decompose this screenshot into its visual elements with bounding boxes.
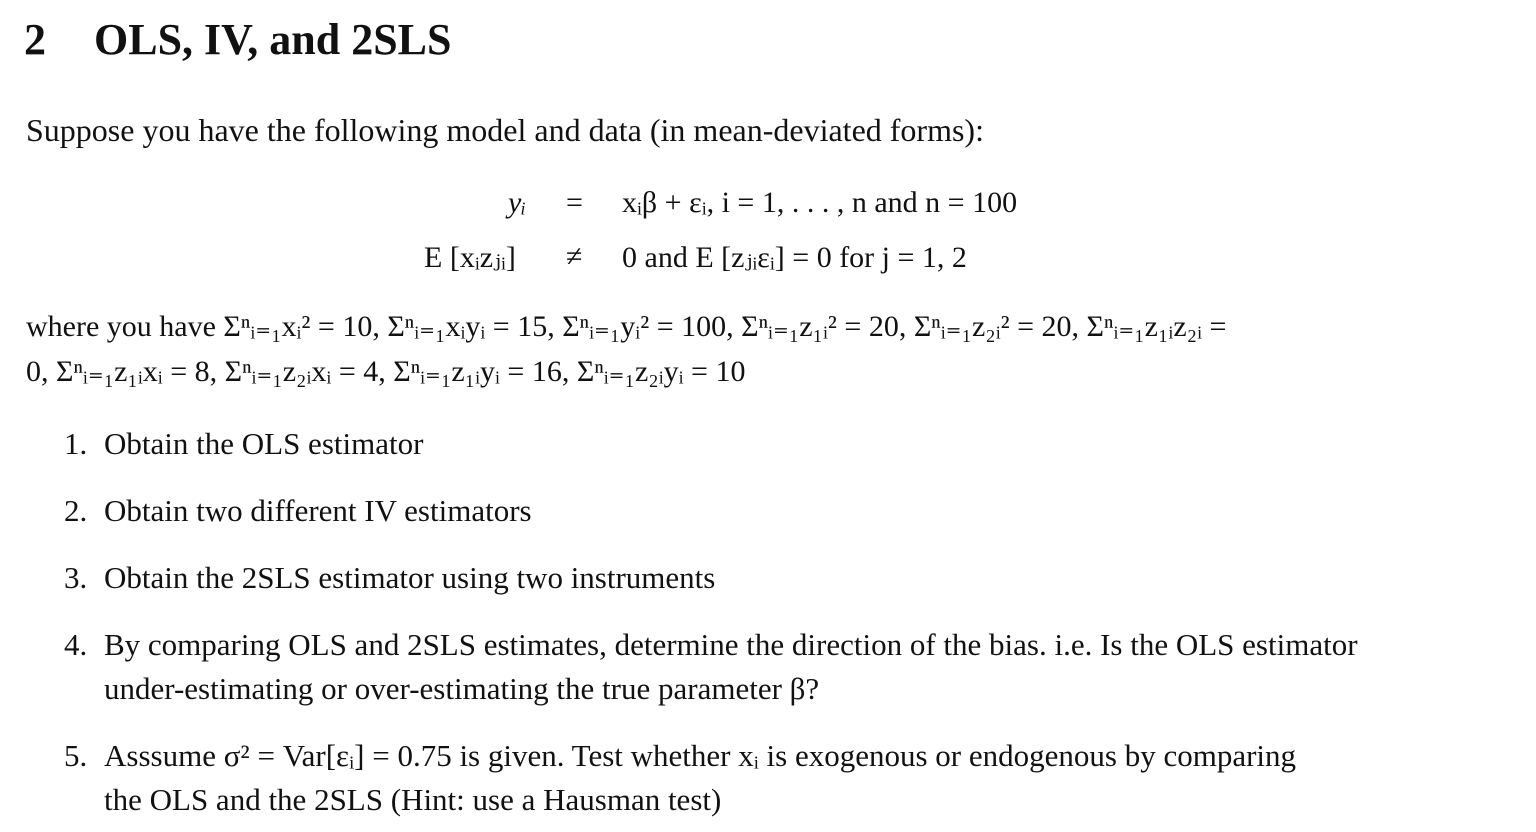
question-5 (64, 734, 1504, 822)
intro-text: Suppose you have the following model and data (in mean-deviated forms): (26, 112, 984, 148)
eq1-left: yᵢ (508, 186, 527, 219)
question-text: Asssume σ² = Var[εᵢ] = 0.75 is given. Test whether xᵢ is exogenous or endogenous by comparing (104, 738, 1297, 773)
eq2-relation: ≠ (566, 240, 583, 273)
eq1-right: xᵢβ + εᵢ, i = 1, . . . , n and n = 100 (622, 186, 1018, 219)
question-number: 2. (64, 493, 88, 528)
eq2-right: 0 and E [zⱼᵢεᵢ] = 0 for j = 1, 2 (622, 241, 967, 274)
question-number: 5. (64, 738, 88, 773)
question-text: Obtain two different IV estimators (104, 493, 532, 528)
givens-line-2: 0, Σⁿᵢ₌₁z₁ᵢxᵢ = 8, Σⁿᵢ₌₁z₂ᵢxᵢ = 4, Σⁿᵢ₌₁z₁ᵢyᵢ = 16, Σⁿᵢ₌₁z₂ᵢyᵢ = 10 (26, 355, 746, 388)
section-number: 2 (24, 15, 46, 64)
question-2 (64, 489, 532, 533)
question-text-continued: the OLS and the 2SLS (Hint: use a Hausman test) (104, 782, 722, 817)
question-number: 3. (64, 560, 88, 595)
givens-line-1: where you have Σⁿᵢ₌₁xᵢ² = 10, Σⁿᵢ₌₁xᵢyᵢ = 15, Σⁿᵢ₌₁yᵢ² = 100, Σⁿᵢ₌₁z₁ᵢ² = 20, Σⁿᵢ₌₁z₂ᵢ² = 20, Σⁿᵢ₌₁z₁ᵢz₂ᵢ = (26, 310, 1227, 343)
eq1-relation: = (566, 186, 583, 219)
question-1 (64, 422, 423, 466)
question-4 (64, 623, 1504, 711)
section-title: OLS, IV, and 2SLS (94, 15, 452, 64)
question-number: 1. (64, 426, 88, 461)
question-text: Obtain the 2SLS estimator using two instruments (104, 560, 716, 595)
eq2-left: E [xᵢzⱼᵢ] (424, 241, 516, 274)
question-3 (64, 556, 715, 600)
question-text-continued: under-estimating or over-estimating the true parameter β? (104, 671, 820, 706)
section-heading (24, 14, 452, 65)
question-number: 4. (64, 627, 88, 662)
question-text: Obtain the OLS estimator (104, 426, 424, 461)
question-text: By comparing OLS and 2SLS estimates, determine the direction of the bias. i.e. Is the OLS estimator (104, 627, 1358, 662)
